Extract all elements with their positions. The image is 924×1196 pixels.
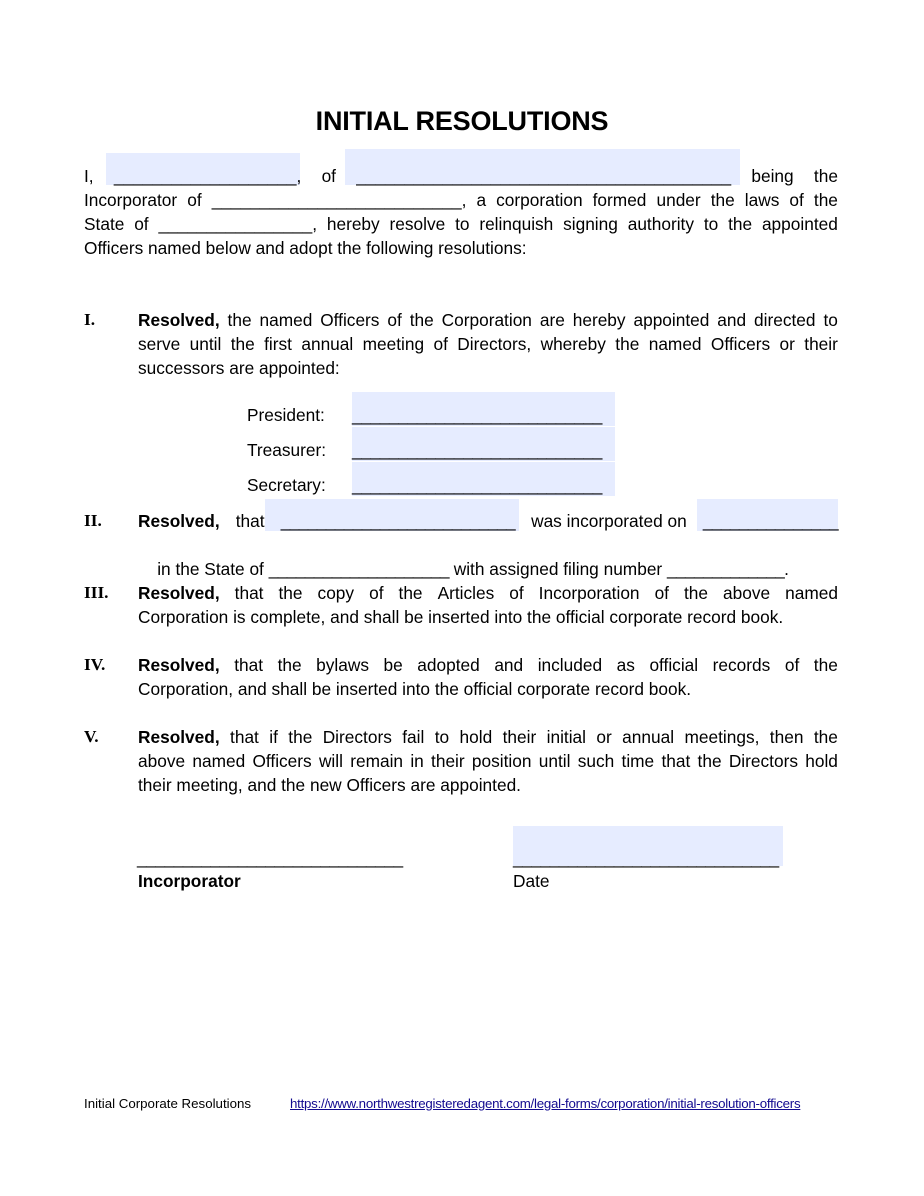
resolution-word: Directors,	[457, 334, 532, 354]
resolution-word: or	[596, 727, 612, 747]
resolution-word: hereby	[572, 310, 626, 330]
resolved-label: Resolved,	[138, 310, 220, 330]
resolution-word: the	[409, 310, 434, 330]
president-label: President:	[247, 405, 325, 425]
resolution-word: above	[138, 751, 186, 771]
res2-word: that	[235, 511, 265, 531]
resolution-word: to	[823, 310, 838, 330]
secretary-label: Secretary:	[247, 475, 326, 495]
resolution-word: meeting	[362, 334, 425, 354]
resolution-word: time	[621, 751, 655, 771]
resolution-word: the	[684, 583, 709, 603]
resolution-word: first	[264, 334, 292, 354]
resolution-word: bylaws	[316, 655, 369, 675]
resolution-word: are	[539, 310, 565, 330]
resolved-label: Resolved,	[138, 511, 220, 531]
resolution-word: meetings,	[684, 727, 760, 747]
resolution-word: annual	[622, 727, 675, 747]
resolution-word: serve	[138, 334, 181, 354]
date-signature-line[interactable]: _____________________________	[513, 848, 779, 868]
resolution-4-line-1	[138, 653, 838, 677]
resolution-word: the	[227, 310, 252, 330]
intro-word: to	[703, 214, 719, 234]
resolution-word: of	[509, 583, 524, 603]
resolution-word: such	[577, 751, 615, 771]
resolution-word: as	[616, 655, 635, 675]
resolution-word: adopted	[417, 655, 480, 675]
resolution-5-number: V.	[84, 727, 99, 746]
resolved-label: Resolved,	[138, 583, 220, 603]
resolution-3-line-2: Corporation is complete, and shall be inserted into the official corporate record book.	[138, 607, 784, 627]
intro-word: of	[321, 166, 336, 186]
intro-word: to	[455, 214, 470, 234]
resolution-word: if	[269, 727, 278, 747]
resolution-word: Corporation	[441, 310, 532, 330]
resolution-word: their	[431, 751, 465, 771]
intro-word: resolve	[389, 214, 446, 234]
intro-word: authority	[627, 214, 694, 234]
intro-word: hereby	[326, 214, 380, 234]
resolution-2-line-1	[138, 509, 838, 533]
intro-word: of	[789, 190, 804, 210]
resolution-1-line-3: successors are appointed:	[138, 358, 340, 378]
resolution-4-number: IV.	[84, 655, 106, 674]
resolution-word: of	[784, 655, 800, 675]
resolution-word: named	[192, 751, 246, 771]
intro-line-2	[84, 188, 838, 212]
resolution-word: that	[234, 655, 264, 675]
resolution-word: the	[615, 334, 640, 354]
resolution-word: copy	[317, 583, 355, 603]
resolution-word: of	[654, 583, 669, 603]
resolution-word: official	[649, 655, 699, 675]
resolution-word: that	[234, 583, 264, 603]
treasurer-line: ___________________________	[352, 440, 603, 460]
resolution-1-number: I.	[84, 310, 96, 329]
res2-text: with assigned filing number	[453, 559, 663, 579]
intro-word: corporation	[496, 190, 583, 210]
resolution-word: Directors	[322, 727, 392, 747]
intro-word: a	[476, 190, 487, 210]
intro-word: laws	[744, 190, 780, 210]
intro-word: under	[656, 190, 701, 210]
resolution-word: until	[538, 751, 571, 771]
resolution-word: that	[661, 751, 691, 771]
resolution-word: annual	[301, 334, 354, 354]
resolution-word: position	[471, 751, 532, 771]
state-blank: ________________,	[158, 214, 318, 234]
resolution-3-number: III.	[84, 583, 109, 602]
intro-word: the	[813, 166, 838, 186]
resolution-word: until	[189, 334, 222, 354]
resolution-word: Articles	[437, 583, 495, 603]
intro-word: relinquish	[479, 214, 554, 234]
resolution-1-line-2	[138, 332, 838, 356]
footer-link[interactable]: https://www.northwestregisteredagent.com/legal-forms/corporation/initial-resolution-officers	[290, 1096, 801, 1111]
resolution-word: their	[502, 727, 537, 747]
footer-title: Initial Corporate Resolutions	[84, 1096, 252, 1111]
resolution-word: whereby	[540, 334, 606, 354]
resolution-word: initial	[546, 727, 587, 747]
resolution-2-number: II.	[84, 511, 102, 530]
resolution-word: or	[779, 334, 795, 354]
intro-word: State	[84, 214, 125, 234]
filing-number-blank: _____________.	[667, 559, 789, 579]
resolution-word: the	[277, 655, 302, 675]
resolution-word: the	[288, 727, 313, 747]
resolution-word: the	[278, 583, 303, 603]
incorporator-signature-line[interactable]: _____________________________	[137, 848, 403, 868]
resolution-word: above	[723, 583, 771, 603]
intro-word: of	[134, 214, 149, 234]
resolution-word: included	[537, 655, 603, 675]
resolution-word: be	[383, 655, 403, 675]
resolution-1-line-1	[138, 308, 838, 332]
resolution-word: the	[813, 727, 838, 747]
intro-word: the	[710, 190, 735, 210]
resolution-word: the	[230, 334, 255, 354]
incorporator-name-blank: ___________________,	[113, 166, 302, 186]
resolution-word: will	[318, 751, 343, 771]
resolution-word: Directors	[728, 751, 798, 771]
resolved-label: Resolved,	[138, 727, 220, 747]
resolution-word: and	[494, 655, 524, 675]
corporation-name-blank: __________________________	[280, 511, 515, 531]
resolution-word: the	[398, 583, 423, 603]
resolution-word: Officers	[710, 334, 771, 354]
res2-word: was incorporated on	[531, 511, 687, 531]
resolution-word: named	[648, 334, 702, 354]
resolution-word: of	[369, 583, 384, 603]
resolution-word: named	[785, 583, 838, 603]
intro-line-4: Officers named below and adopt the following resolutions:	[84, 238, 527, 258]
resolution-word: that	[230, 727, 259, 747]
document-title: INITIAL RESOLUTIONS	[315, 106, 609, 136]
resolution-word: their	[804, 334, 838, 354]
resolved-label: Resolved,	[138, 655, 220, 675]
intro-word: the	[728, 214, 753, 234]
intro-line-3	[84, 212, 838, 236]
corporation-blank: __________________________,	[211, 190, 467, 210]
resolution-word: the	[813, 655, 838, 675]
intro-word: Incorporator	[84, 190, 178, 210]
resolution-word: hold	[805, 751, 838, 771]
treasurer-label: Treasurer:	[247, 440, 327, 460]
incorporator-address-blank: _______________________________________	[356, 166, 732, 186]
intro-word: the	[813, 190, 838, 210]
resolution-word: directed	[754, 310, 816, 330]
incorporation-date-blank: _______________	[702, 511, 838, 531]
resolution-word: of	[387, 310, 402, 330]
resolution-4-line-2: Corporation, and shall be inserted into the official corporate record book.	[138, 679, 692, 699]
resolution-word: of	[433, 334, 448, 354]
resolution-3-line-1	[138, 581, 838, 605]
resolution-word: hold	[459, 727, 493, 747]
resolution-word: appointed	[633, 310, 710, 330]
intro-word: being	[751, 166, 794, 186]
incorporator-label: Incorporator	[138, 871, 241, 891]
resolution-5-line-1	[138, 725, 838, 749]
res2-text: in the State of	[157, 559, 264, 579]
date-label: Date	[513, 871, 550, 891]
resolution-5-line-3: their meeting, and the new Officers are appointed.	[138, 775, 521, 795]
secretary-line: ___________________________	[352, 475, 603, 495]
filing-state-blank: ____________________	[268, 559, 449, 579]
resolution-word: named	[259, 310, 313, 330]
intro-line-1	[84, 164, 838, 188]
resolution-word: Officers	[320, 310, 380, 330]
resolution-word: in	[410, 751, 424, 771]
intro-word: appointed	[761, 214, 838, 234]
resolution-word: the	[697, 751, 722, 771]
resolution-word: remain	[350, 751, 404, 771]
resolution-word: to	[434, 727, 450, 747]
resolution-word: Incorporation	[538, 583, 640, 603]
resolution-word: then	[769, 727, 804, 747]
president-line: ___________________________	[352, 405, 603, 425]
resolution-word: and	[717, 310, 747, 330]
resolution-word: records	[712, 655, 771, 675]
resolution-word: fail	[402, 727, 425, 747]
resolution-5-line-2	[138, 749, 838, 773]
intro-word: signing	[563, 214, 618, 234]
intro-word: formed	[592, 190, 647, 210]
resolution-word: Officers	[252, 751, 312, 771]
intro-word: of	[187, 190, 202, 210]
intro-word: I,	[84, 166, 94, 186]
